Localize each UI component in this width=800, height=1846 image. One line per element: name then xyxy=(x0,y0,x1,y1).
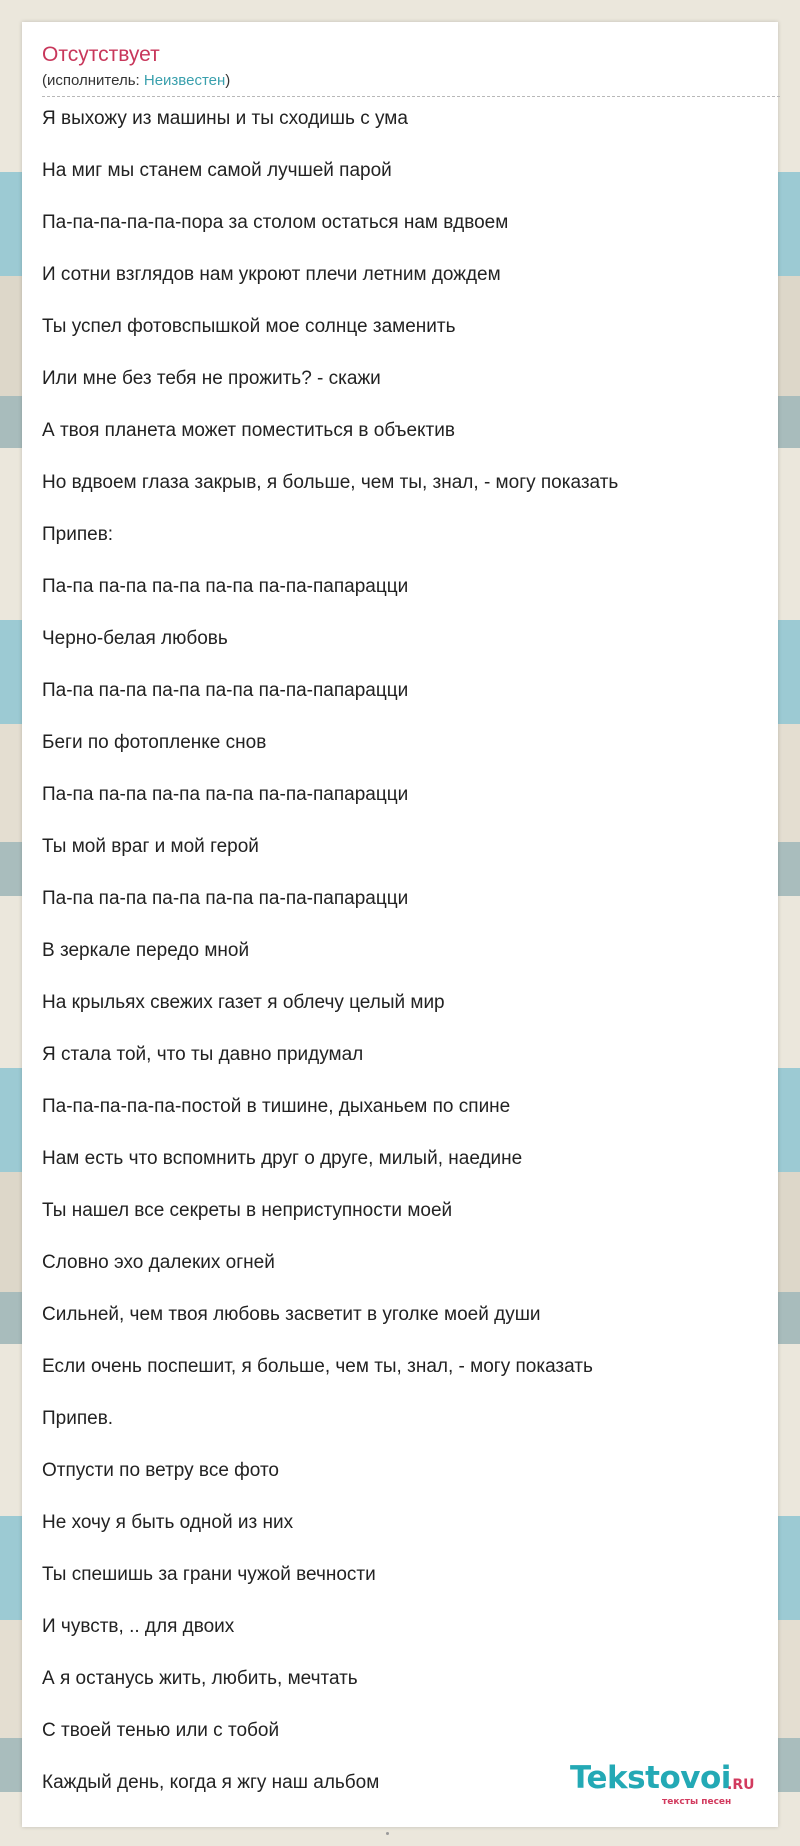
lyric-line: Па-па па-па па-па па-па па-па-папарацци xyxy=(42,784,409,805)
lyric-line: Ты мой враг и мой герой xyxy=(42,836,259,857)
lyric-line: А твоя планета может поместиться в объектив xyxy=(42,420,455,441)
lyric-line: Па-па па-па па-па па-па па-па-папарацци xyxy=(42,680,409,701)
lyric-line: Па-па па-па па-па па-па па-па-папарацци xyxy=(42,576,409,597)
lyric-line: На крыльях свежих газет я облечу целый мир xyxy=(42,992,445,1013)
lyric-line: А я останусь жить, любить, мечтать xyxy=(42,1668,358,1689)
lyric-line: С твоей тенью или с тобой xyxy=(42,1720,280,1741)
lyric-line: Каждый день, когда я жгу наш альбом xyxy=(42,1772,380,1793)
logo-wordmark: Tekstovoi xyxy=(570,1760,731,1796)
artist-line xyxy=(42,72,230,90)
lyric-line: Словно эхо далеких огней xyxy=(42,1252,275,1273)
lyric-line: Нам есть что вспомнить друг о друге, милый, наедине xyxy=(42,1148,523,1169)
artist-suffix: ) xyxy=(225,72,231,89)
lyric-line: В зеркале передо мной xyxy=(42,940,250,961)
logo-tld: .RU xyxy=(727,1777,755,1793)
lyric-line: Па-па-па-па-па-пора за столом остаться нам вдвоем xyxy=(42,212,509,233)
page-end-dot xyxy=(386,1832,389,1835)
lyric-line: Ты нашел все секреты в неприступности моей xyxy=(42,1200,453,1221)
lyric-line: Припев: xyxy=(42,524,114,545)
lyric-line: Сильней, чем твоя любовь засветит в уголке моей души xyxy=(42,1304,541,1325)
lyric-line: Я стала той, что ты давно придумал xyxy=(42,1044,364,1065)
song-title: Отсутствует xyxy=(42,43,160,66)
song-header xyxy=(42,42,780,97)
lyrics-card xyxy=(22,22,778,1827)
lyric-line: Па-па па-па па-па па-па па-па-папарацци xyxy=(42,888,409,909)
lyric-line: И сотни взглядов нам укроют плечи летним дождем xyxy=(42,264,501,285)
lyric-line: Ты спешишь за грани чужой вечности xyxy=(42,1564,376,1585)
lyric-line: Отпусти по ветру все фото xyxy=(42,1460,279,1481)
lyric-line: Беги по фотопленке снов xyxy=(42,732,267,753)
lyric-line: И чувств, .. для двоих xyxy=(42,1616,235,1637)
lyric-line: Если очень поспешит, я больше, чем ты, знал, - могу показать xyxy=(42,1356,593,1377)
artist-prefix: (исполнитель: xyxy=(42,72,144,89)
logo-tagline: тексты песен xyxy=(662,1797,732,1807)
lyric-line: Не хочу я быть одной из них xyxy=(42,1512,294,1533)
lyric-line: Припев. xyxy=(42,1408,114,1429)
lyric-line: Па-па-па-па-па-постой в тишине, дыханьем по спине xyxy=(42,1096,511,1117)
site-logo[interactable] xyxy=(570,1760,755,1808)
lyric-line: Но вдвоем глаза закрыв, я больше, чем ты, знал, - могу показать xyxy=(42,472,619,493)
lyric-line: Ты успел фотовспышкой мое солнце заменить xyxy=(42,316,456,337)
lyrics-body xyxy=(42,100,762,1816)
lyric-line: На миг мы станем самой лучшей парой xyxy=(42,160,392,181)
artist-link[interactable]: Неизвестен xyxy=(143,72,226,89)
lyric-line: Черно-белая любовь xyxy=(42,628,228,649)
lyric-line: Или мне без тебя не прожить? - скажи xyxy=(42,368,381,389)
lyric-line: Я выхожу из машины и ты сходишь с ума xyxy=(42,108,408,129)
